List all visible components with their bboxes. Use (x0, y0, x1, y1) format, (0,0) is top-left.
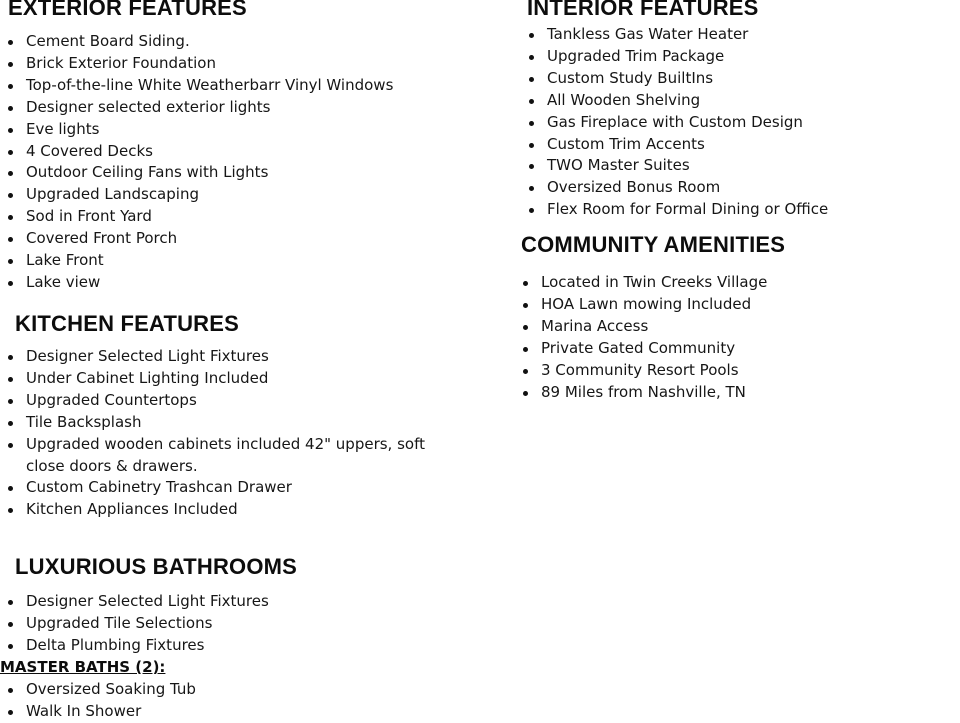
list-item: Under Cabinet Lighting Included (0, 368, 456, 390)
interior-features-heading: INTERIOR FEATURES (527, 0, 759, 20)
list-item: Tankless Gas Water Heater (521, 24, 828, 46)
kitchen-features-heading: KITCHEN FEATURES (15, 311, 240, 336)
list-item: All Wooden Shelving (521, 90, 828, 112)
master-baths-subheading: MASTER BATHS (2): (0, 658, 166, 676)
list-item: Outdoor Ceiling Fans with Lights (0, 162, 393, 184)
exterior-features-list (0, 31, 393, 294)
list-item: Designer Selected Light Fixtures (0, 346, 456, 368)
list-item: Upgraded Trim Package (521, 46, 828, 68)
list-item: 89 Miles from Nashville, TN (515, 382, 767, 404)
list-item: Top-of-the-line White Weatherbarr Vinyl Windows (0, 75, 393, 97)
list-item: Upgraded Landscaping (0, 184, 393, 206)
list-item: 3 Community Resort Pools (515, 360, 767, 382)
list-item: Custom Cabinetry Trashcan Drawer (0, 477, 456, 499)
list-item: Flex Room for Formal Dining or Office (521, 199, 828, 221)
luxurious-bathrooms-heading: LUXURIOUS BATHROOMS (15, 554, 298, 579)
list-item: Gas Fireplace with Custom Design (521, 112, 828, 134)
master-baths-list (0, 679, 196, 723)
list-item: Delta Plumbing Fixtures (0, 635, 269, 657)
list-item: Lake view (0, 272, 393, 294)
list-item: HOA Lawn mowing Included (515, 294, 767, 316)
list-item: Private Gated Community (515, 338, 767, 360)
list-item: Covered Front Porch (0, 228, 393, 250)
list-item: Upgraded Countertops (0, 390, 456, 412)
list-item: Upgraded Tile Selections (0, 613, 269, 635)
list-item: Kitchen Appliances Included (0, 499, 456, 521)
list-item: Oversized Bonus Room (521, 177, 828, 199)
list-item: Oversized Soaking Tub (0, 679, 196, 701)
bathrooms-list (0, 591, 269, 657)
list-item: Walk In Shower (0, 701, 196, 723)
list-item: Marina Access (515, 316, 767, 338)
kitchen-features-list (0, 346, 456, 521)
exterior-features-heading: EXTERIOR FEATURES (8, 0, 247, 20)
community-amenities-list (515, 272, 767, 403)
list-item: Located in Twin Creeks Village (515, 272, 767, 294)
list-item: Eve lights (0, 119, 393, 141)
list-item: Upgraded wooden cabinets included 42" uppers, soft close doors & drawers. (0, 434, 456, 478)
list-item: Custom Study BuiltIns (521, 68, 828, 90)
list-item: Lake Front (0, 250, 393, 272)
list-item: Designer Selected Light Fixtures (0, 591, 269, 613)
list-item: Cement Board Siding. (0, 31, 393, 53)
interior-features-list (521, 24, 828, 221)
list-item: Designer selected exterior lights (0, 97, 393, 119)
list-item: TWO Master Suites (521, 155, 828, 177)
list-item: Tile Backsplash (0, 412, 456, 434)
list-item: Sod in Front Yard (0, 206, 393, 228)
list-item: Brick Exterior Foundation (0, 53, 393, 75)
list-item: Custom Trim Accents (521, 134, 828, 156)
list-item: 4 Covered Decks (0, 141, 393, 163)
community-amenities-heading: COMMUNITY AMENITIES (521, 232, 786, 257)
